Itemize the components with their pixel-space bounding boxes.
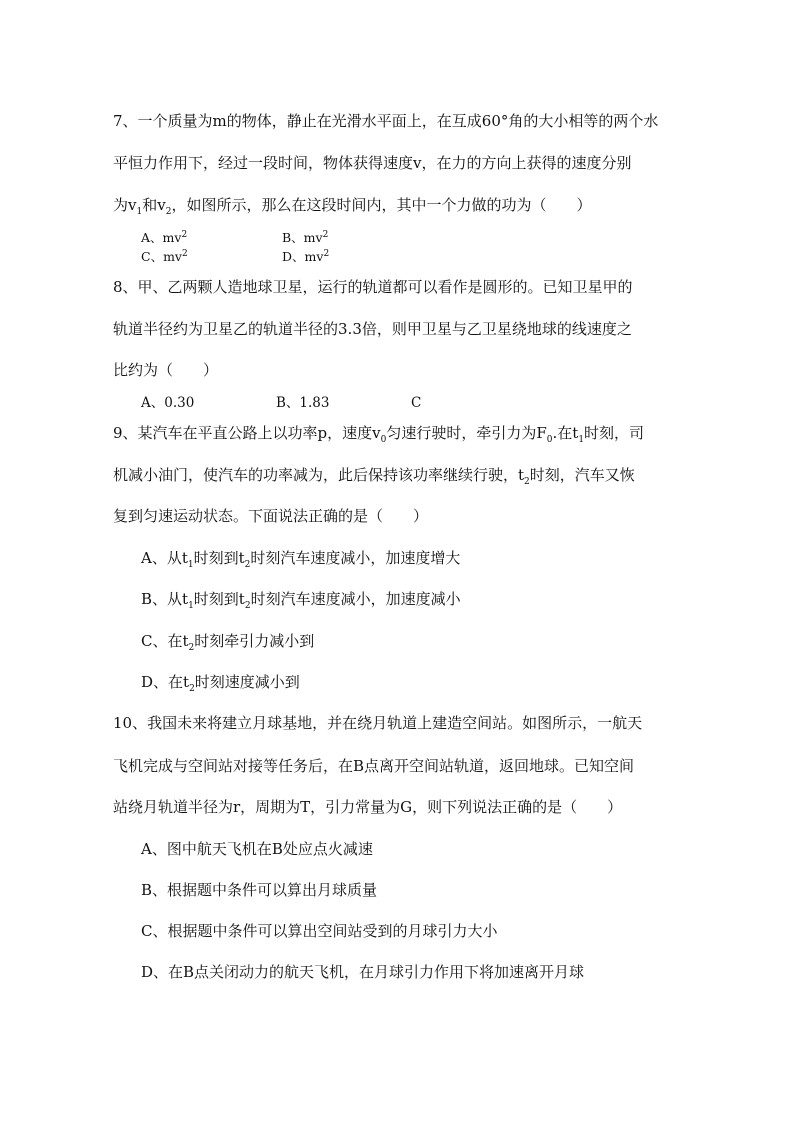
q7-option-a: A、$mv^2$ — [141, 229, 188, 245]
q9-option-b: B、从$t_1$时刻到$t_2$时刻汽车速度减小，加速度减小 — [141, 590, 461, 611]
q9-line-2: 机减小油门，使汽车的功率减为，此后保持该功率继续行驶，$t_2$时刻，汽车又恢 — [113, 466, 635, 487]
q10-option-c: C、根据题中条件可以算出空间站受到的月球引力大小 — [141, 922, 498, 940]
q7-option-d: D、$mv^2$ — [282, 248, 330, 264]
q9-line-1: 9、某汽车在平直公路上以功率p，速度$v_0$匀速行驶时，牵引力为$F_0$.在$t_1$时刻，司 — [113, 424, 645, 445]
q7-option-c: C、$mv^2$ — [141, 248, 188, 264]
q8-line-1: 8、甲、乙两颗人造地球卫星，运行的轨道都可以看作是圆形的。已知卫星甲的 — [113, 278, 633, 296]
q8-line-2: 轨道半径约为卫星乙的轨道半径的3.3倍，则甲卫星与乙卫星绕地球的线速度之 — [113, 320, 632, 338]
q7-line-1: 7、一个质量为m的物体，静止在光滑水平面上，在互成60°角的大小相等的两个水 — [113, 112, 659, 130]
q8-line-3: 比约为（ ） — [113, 361, 219, 379]
q7-option-b: B、$mv^2$ — [282, 229, 329, 245]
q7-line-3-post: ，如图所示，那么在这段时间内，其中一个力做的功为（ ） — [171, 196, 592, 214]
q10-line-3: 站绕月轨道半径为r，周期为T，引力常量为G，则下列说法正确的是（ ） — [113, 798, 623, 816]
q9-option-c: C、在$t_2$时刻牵引力减小到 — [141, 632, 315, 653]
q8-option-c: C — [411, 395, 422, 411]
q10-line-2: 飞机完成与空间站对接等任务后，在B点离开空间站轨道，返回地球。已知空间 — [113, 757, 635, 775]
q9-line-3: 复到匀速运动状态。下面说法正确的是（ ） — [113, 507, 429, 525]
q8-option-a: A、0.30 — [141, 395, 195, 411]
q7-line-3-pre: 为v — [113, 196, 137, 214]
q9-option-a: A、从$t_1$时刻到$t_2$时刻汽车速度减小，加速度增大 — [141, 549, 461, 570]
q7-line-2: 平恒力作用下，经过一段时间，物体获得速度v，在力的方向上获得的速度分别 — [113, 154, 632, 172]
q7-line-3-mid: 和v — [142, 196, 166, 214]
q7-line-3 — [113, 195, 591, 215]
q10-option-b: B、根据题中条件可以算出月球质量 — [141, 881, 378, 899]
q10-line-1: 10、我国未来将建立月球基地，并在绕月轨道上建造空间站。如图所示，一航天 — [113, 714, 643, 732]
q10-option-d: D、在B点关闭动力的航天飞机，在月球引力作用下将加速离开月球 — [141, 963, 585, 981]
q9-option-d: D、在$t_2$时刻速度减小到 — [141, 673, 300, 694]
q7-sub-2: 2 — [165, 207, 172, 217]
q10-option-a: A、图中航天飞机在B处应点火减速 — [141, 840, 373, 858]
q8-option-b: B、1.83 — [276, 395, 330, 411]
q7-sub-1: 1 — [136, 207, 143, 217]
